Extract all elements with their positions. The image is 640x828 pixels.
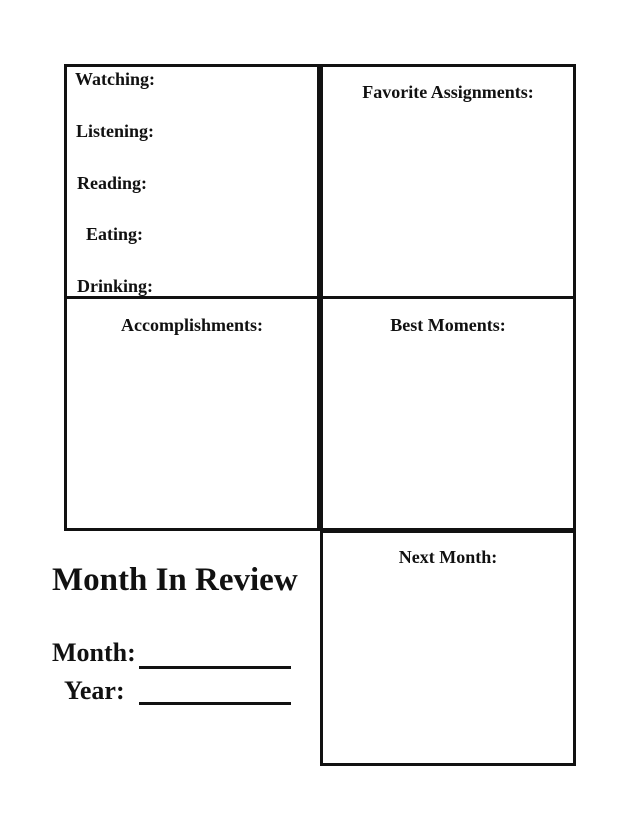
month-label: Month: [52, 638, 136, 667]
next-month-box [320, 530, 576, 766]
favorite-assignments-title: Favorite Assignments: [362, 82, 534, 102]
drinking-label: Drinking: [77, 276, 154, 296]
year-blank-line[interactable] [139, 702, 291, 705]
month-blank-line[interactable] [139, 666, 291, 669]
favorite-assignments-box [320, 64, 576, 299]
eating-label: Eating: [86, 224, 144, 244]
watching-label: Watching: [75, 69, 156, 89]
listening-label: Listening: [76, 121, 155, 141]
accomplishments-box [64, 296, 320, 531]
best-moments-title: Best Moments: [390, 315, 506, 335]
month-in-review-title: Month In Review [52, 562, 298, 598]
reading-label: Reading: [77, 173, 148, 193]
year-label: Year: [64, 676, 125, 705]
next-month-title: Next Month: [398, 547, 498, 567]
media-log-box [64, 64, 320, 299]
best-moments-box [320, 296, 576, 531]
accomplishments-title: Accomplishments: [121, 315, 263, 335]
